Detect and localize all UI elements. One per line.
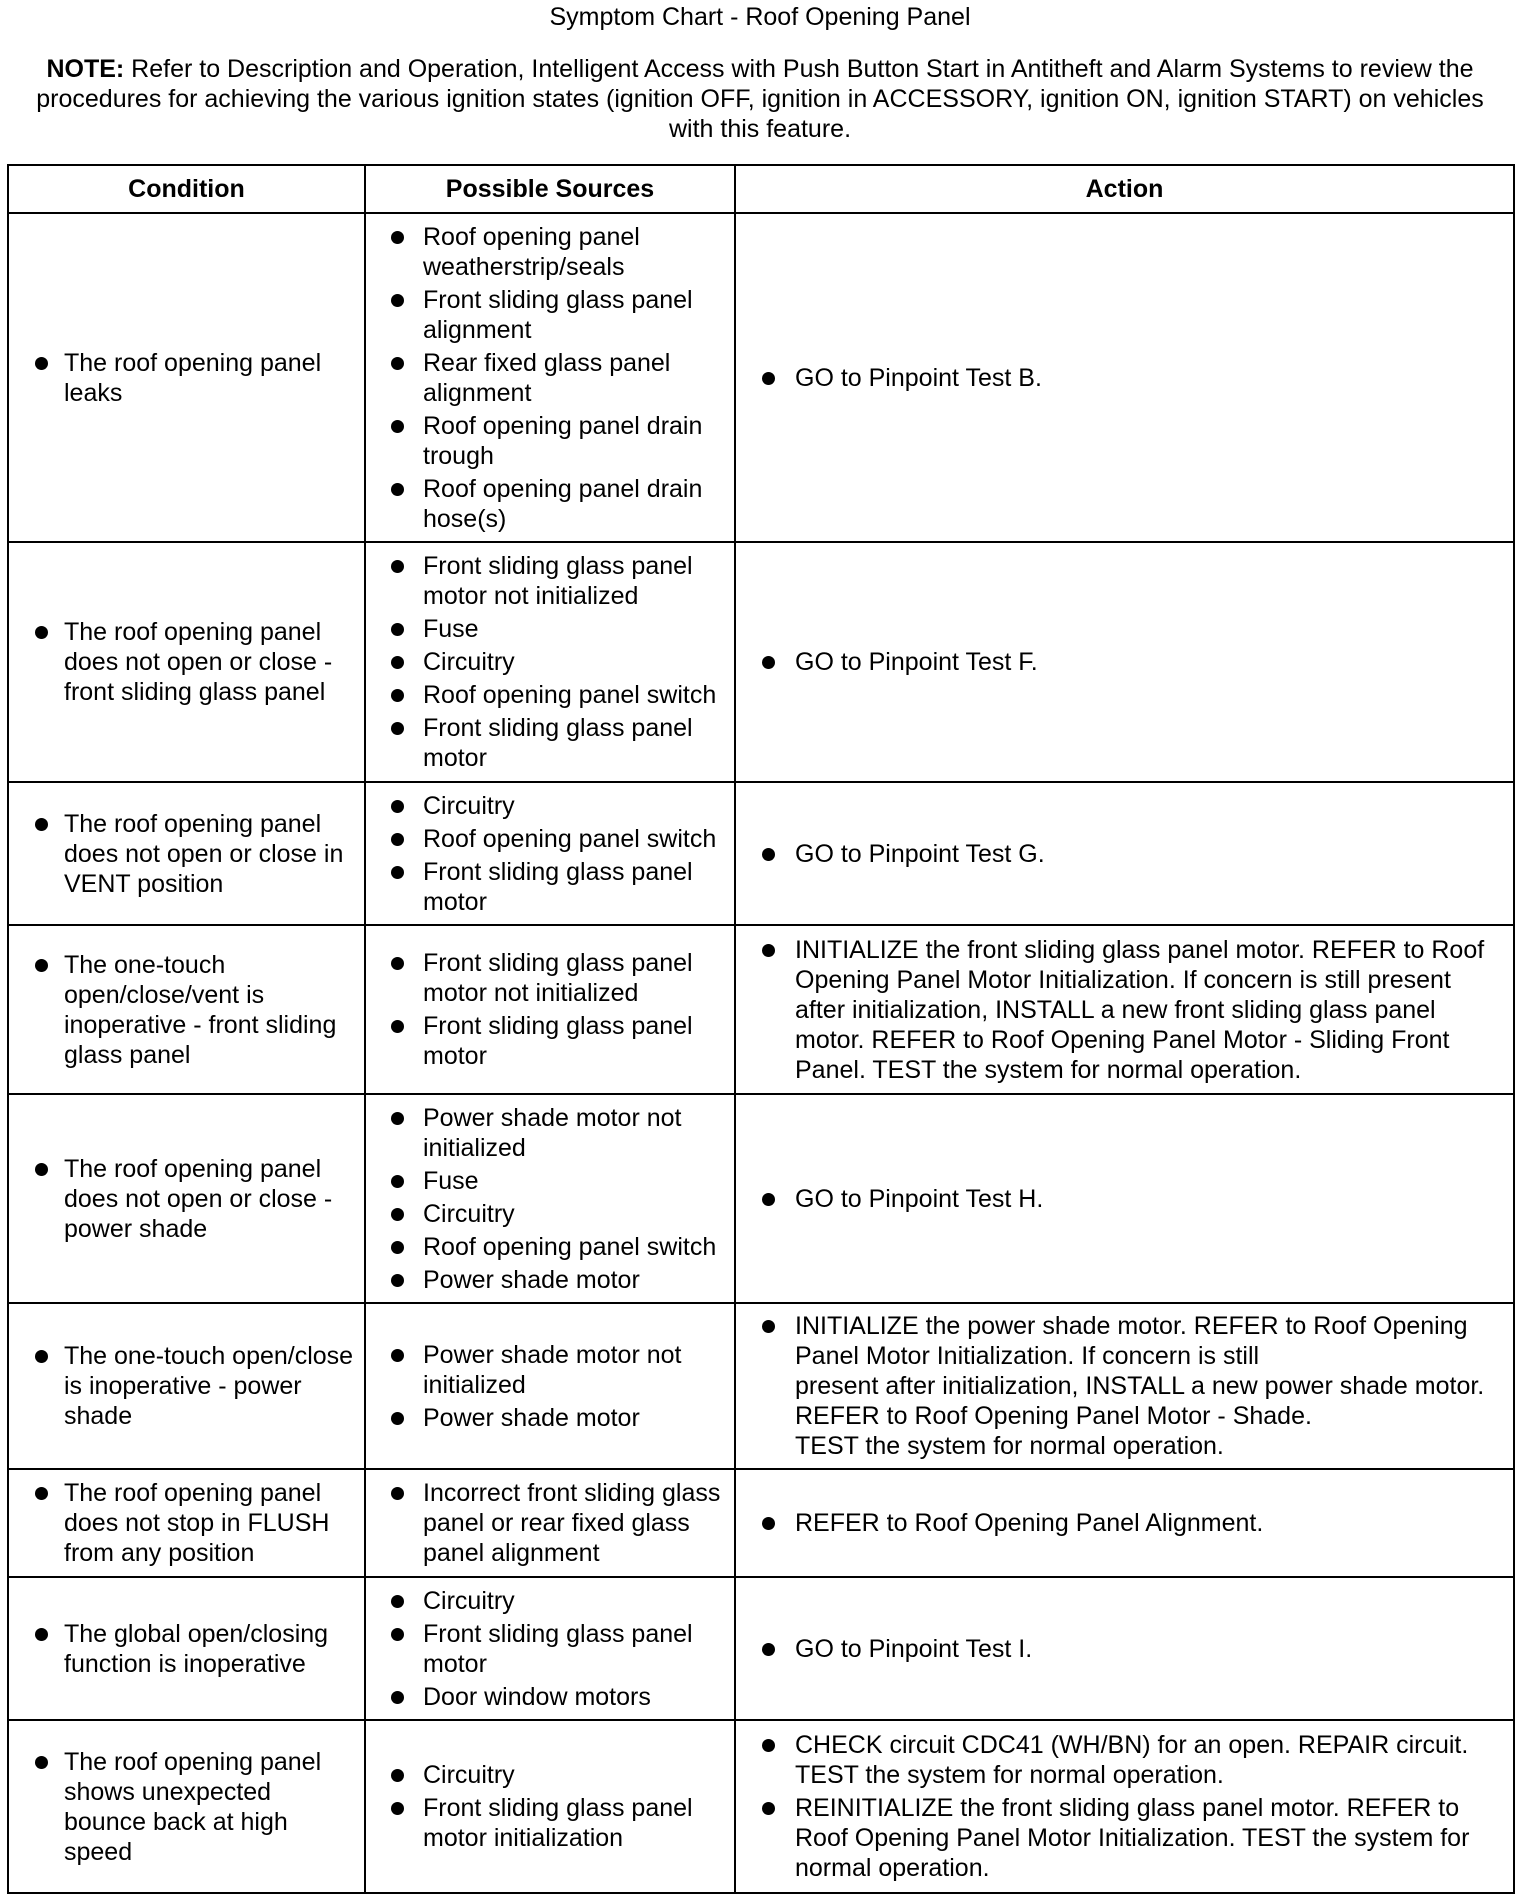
source-text: Roof opening panel switch [423, 824, 717, 853]
condition-cell [8, 542, 365, 782]
list-item [9, 809, 364, 899]
bullet-icon [391, 294, 404, 307]
table-body [8, 213, 1514, 1893]
source-text: Front sliding glass panel motor [423, 1619, 693, 1678]
action-cell [735, 1094, 1514, 1303]
bullet-icon [762, 1517, 775, 1530]
bullet-icon [762, 848, 775, 861]
list-item [736, 363, 1513, 393]
source-text: Front sliding glass panel alignment [423, 285, 693, 344]
list-item [366, 948, 734, 1008]
bullet-icon [391, 483, 404, 496]
bullet-icon [391, 231, 404, 244]
condition-list [9, 1154, 364, 1244]
condition-text: The global open/closing function is inoperative [64, 1619, 329, 1678]
source-text: Front sliding glass panel motor not initialized [423, 949, 693, 1007]
bullet-icon [391, 722, 404, 735]
list-item [9, 1747, 364, 1867]
source-text: Power shade motor [423, 1403, 640, 1432]
action-text: INITIALIZE the front sliding glass panel motor. REFER to Roof Opening Panel Motor Initialization. If concern is still present after initialization, INSTALL a new front sliding glass panel motor. REFER to Roof Opening Panel Motor - Sliding Front Panel. TEST the system for normal operation. [795, 935, 1485, 1084]
source-list [366, 948, 734, 1071]
bullet-icon [391, 1691, 404, 1704]
bullet-icon [35, 1487, 48, 1500]
table-row [8, 1469, 1514, 1577]
condition-cell [8, 925, 365, 1094]
table-row [8, 542, 1514, 782]
action-text: GO to Pinpoint Test B. [795, 363, 1042, 392]
table-row [8, 213, 1514, 542]
list-item [366, 614, 734, 644]
list-item [366, 1166, 734, 1196]
list-item [366, 824, 734, 854]
action-cell [735, 1303, 1514, 1469]
list-item [366, 474, 734, 534]
bullet-icon [391, 1628, 404, 1641]
bullet-icon [391, 1274, 404, 1287]
note-text: Refer to Description and Operation, Intelligent Access with Push Button Start in Antitheft and Alarm Systems to review the procedures for achieving the various ignition states (ignition OFF, ignition in ACCESSORY, ignition ON, ignition START) on vehicles with this feature. [36, 55, 1484, 143]
list-item [366, 285, 734, 345]
source-text: Circuitry [423, 1199, 515, 1228]
source-text: Front sliding glass panel motor not initialized [423, 552, 693, 610]
list-item [9, 950, 364, 1070]
table-row [8, 1094, 1514, 1303]
source-list [366, 1103, 734, 1295]
bullet-icon [391, 1487, 404, 1500]
bullet-icon [391, 957, 404, 970]
table-row [8, 1303, 1514, 1469]
list-item [366, 411, 734, 471]
source-text: Front sliding glass panel motor [423, 857, 693, 916]
action-list [736, 1311, 1513, 1461]
condition-cell [8, 1094, 365, 1303]
source-text: Power shade motor not initialized [423, 1340, 682, 1399]
source-text: Front sliding glass panel motor initialization [423, 1794, 693, 1852]
source-cell [365, 925, 735, 1094]
source-text: Roof opening panel switch [423, 1232, 717, 1261]
action-list [736, 1184, 1513, 1214]
bullet-icon [35, 357, 48, 370]
list-item [366, 348, 734, 408]
bullet-icon [391, 866, 404, 879]
bullet-icon [391, 1112, 404, 1125]
source-list [366, 1478, 734, 1568]
header-action: Action [735, 165, 1514, 213]
header-possible-sources: Possible Sources [365, 165, 735, 213]
list-item [9, 1341, 364, 1431]
action-cell [735, 782, 1514, 925]
list-item [366, 1619, 734, 1679]
action-list [736, 935, 1513, 1085]
bullet-icon [391, 420, 404, 433]
bullet-icon [391, 1241, 404, 1254]
list-item [9, 348, 364, 408]
list-item [9, 617, 364, 707]
source-text: Fuse [423, 615, 479, 643]
source-text: Rear fixed glass panel alignment [423, 348, 671, 407]
bullet-icon [391, 357, 404, 370]
source-text: Fuse [423, 1166, 479, 1195]
condition-text: The roof opening panel does not open or close - power shade [64, 1154, 333, 1243]
source-list [366, 1340, 734, 1433]
list-item [366, 222, 734, 282]
source-list [366, 1760, 734, 1853]
condition-cell [8, 1469, 365, 1577]
bullet-icon [391, 1802, 404, 1815]
condition-list [9, 348, 364, 408]
table-header-row [8, 165, 1514, 213]
list-item [736, 647, 1513, 677]
list-item [736, 1730, 1513, 1790]
source-cell [365, 213, 735, 542]
source-cell [365, 1577, 735, 1720]
bullet-icon [762, 944, 775, 957]
bullet-icon [762, 1320, 775, 1333]
bullet-icon [762, 1193, 775, 1206]
note-paragraph [20, 54, 1500, 144]
bullet-icon [762, 1643, 775, 1656]
bullet-icon [391, 560, 404, 573]
action-text: GO to Pinpoint Test F. [795, 648, 1038, 676]
condition-text: The roof opening panel shows unexpected bounce back at high speed [64, 1747, 322, 1866]
action-cell [735, 1469, 1514, 1577]
bullet-icon [391, 623, 404, 636]
condition-cell [8, 213, 365, 542]
condition-list [9, 809, 364, 899]
table-row [8, 1720, 1514, 1893]
list-item [736, 1184, 1513, 1214]
bullet-icon [762, 372, 775, 385]
source-text: Power shade motor [423, 1265, 640, 1294]
list-item [736, 1793, 1513, 1883]
condition-text: The one-touch open/close/vent is inoperative - front sliding glass panel [64, 950, 337, 1069]
source-list [366, 791, 734, 917]
bullet-icon [762, 1739, 775, 1752]
action-text: GO to Pinpoint Test I. [795, 1634, 1033, 1663]
source-text: Incorrect front sliding glass panel or rear fixed glass panel alignment [423, 1479, 721, 1567]
list-item [736, 1311, 1513, 1461]
list-item [9, 1478, 364, 1568]
action-text: CHECK circuit CDC41 (WH/BN) for an open. REPAIR circuit. TEST the system for normal operation. [795, 1731, 1469, 1789]
condition-text: The roof opening panel does not stop in FLUSH from any position [64, 1479, 330, 1567]
condition-cell [8, 1303, 365, 1469]
source-cell [365, 542, 735, 782]
list-item [366, 1265, 734, 1295]
action-list [736, 1634, 1513, 1664]
bullet-icon [391, 1175, 404, 1188]
bullet-icon [35, 1628, 48, 1641]
list-item [366, 1586, 734, 1616]
action-cell [735, 542, 1514, 782]
source-text: Power shade motor not initialized [423, 1103, 682, 1162]
condition-list [9, 950, 364, 1070]
condition-text: The roof opening panel does not open or close in VENT position [64, 809, 344, 898]
bullet-icon [35, 626, 48, 639]
source-text: Front sliding glass panel motor [423, 1012, 693, 1070]
bullet-icon [391, 1412, 404, 1425]
source-cell [365, 1720, 735, 1893]
source-text: Circuitry [423, 1586, 515, 1615]
action-text: GO to Pinpoint Test H. [795, 1184, 1044, 1213]
action-cell [735, 1720, 1514, 1893]
list-item [366, 1403, 734, 1433]
bullet-icon [35, 1163, 48, 1176]
list-item [366, 1103, 734, 1163]
list-item [736, 935, 1513, 1085]
list-item [9, 1619, 364, 1679]
bullet-icon [391, 1769, 404, 1782]
symptom-chart-table [7, 164, 1515, 1894]
condition-list [9, 1619, 364, 1679]
condition-text: The roof opening panel does not open or close - front sliding glass panel [64, 618, 333, 706]
list-item [366, 1682, 734, 1712]
condition-list [9, 617, 364, 707]
document-title: Symptom Chart - Roof Opening Panel [549, 3, 971, 31]
source-text: Circuitry [423, 791, 515, 820]
list-item [366, 1793, 734, 1853]
action-list [736, 647, 1513, 677]
list-item [736, 839, 1513, 869]
table-row [8, 1577, 1514, 1720]
list-item [366, 1199, 734, 1229]
source-text: Roof opening panel drain trough [423, 411, 703, 470]
list-item [366, 647, 734, 677]
action-list [736, 1730, 1513, 1883]
action-list [736, 363, 1513, 393]
action-text: GO to Pinpoint Test G. [795, 839, 1045, 868]
list-item [366, 1232, 734, 1262]
bullet-icon [35, 1756, 48, 1769]
source-list [366, 551, 734, 773]
bullet-icon [35, 1350, 48, 1363]
bullet-icon [35, 818, 48, 831]
list-item [736, 1634, 1513, 1664]
action-list [736, 1508, 1513, 1538]
action-text: REINITIALIZE the front sliding glass panel motor. REFER to Roof Opening Panel Motor Initialization. TEST the system for normal operation. [795, 1794, 1470, 1882]
bullet-icon [391, 689, 404, 702]
list-item [736, 1508, 1513, 1538]
condition-cell [8, 1577, 365, 1720]
list-item [366, 1760, 734, 1790]
bullet-icon [391, 1349, 404, 1362]
condition-list [9, 1747, 364, 1867]
source-text: Roof opening panel weatherstrip/seals [423, 222, 640, 281]
note-label: NOTE: [46, 55, 125, 83]
bullet-icon [391, 1208, 404, 1221]
table-row [8, 925, 1514, 1094]
source-cell [365, 1303, 735, 1469]
bullet-icon [391, 1595, 404, 1608]
source-text: Circuitry [423, 1761, 515, 1789]
list-item [366, 1011, 734, 1071]
source-cell [365, 1469, 735, 1577]
action-cell [735, 213, 1514, 542]
bullet-icon [35, 959, 48, 972]
source-list [366, 222, 734, 534]
list-item [366, 857, 734, 917]
source-cell [365, 782, 735, 925]
list-item [9, 1154, 364, 1244]
list-item [366, 680, 734, 710]
action-cell [735, 1577, 1514, 1720]
source-text: Circuitry [423, 648, 515, 676]
source-text: Front sliding glass panel motor [423, 714, 693, 772]
action-list [736, 839, 1513, 869]
source-list [366, 1586, 734, 1712]
action-cell [735, 925, 1514, 1094]
condition-list [9, 1478, 364, 1568]
action-text: INITIALIZE the power shade motor. REFER to Roof Opening Panel Motor Initialization. If concern is still present after initialization, INSTALL a new power shade motor. REFER to Roof Opening Panel Motor - Shade. TEST the system for normal operation. [795, 1312, 1485, 1460]
source-text: Door window motors [423, 1682, 651, 1711]
source-cell [365, 1094, 735, 1303]
bullet-icon [391, 800, 404, 813]
header-condition: Condition [8, 165, 365, 213]
bullet-icon [762, 656, 775, 669]
condition-list [9, 1341, 364, 1431]
bullet-icon [391, 656, 404, 669]
list-item [366, 1340, 734, 1400]
condition-cell [8, 1720, 365, 1893]
list-item [366, 551, 734, 611]
list-item [366, 1478, 734, 1568]
list-item [366, 791, 734, 821]
list-item [366, 713, 734, 773]
table-row [8, 782, 1514, 925]
bullet-icon [391, 1020, 404, 1033]
bullet-icon [762, 1802, 775, 1815]
condition-cell [8, 782, 365, 925]
bullet-icon [391, 833, 404, 846]
source-text: Roof opening panel drain hose(s) [423, 474, 703, 533]
condition-text: The roof opening panel leaks [64, 348, 322, 407]
source-text: Roof opening panel switch [423, 681, 717, 709]
condition-text: The one-touch open/close is inoperative - power shade [64, 1342, 354, 1430]
action-text: REFER to Roof Opening Panel Alignment. [795, 1509, 1264, 1537]
